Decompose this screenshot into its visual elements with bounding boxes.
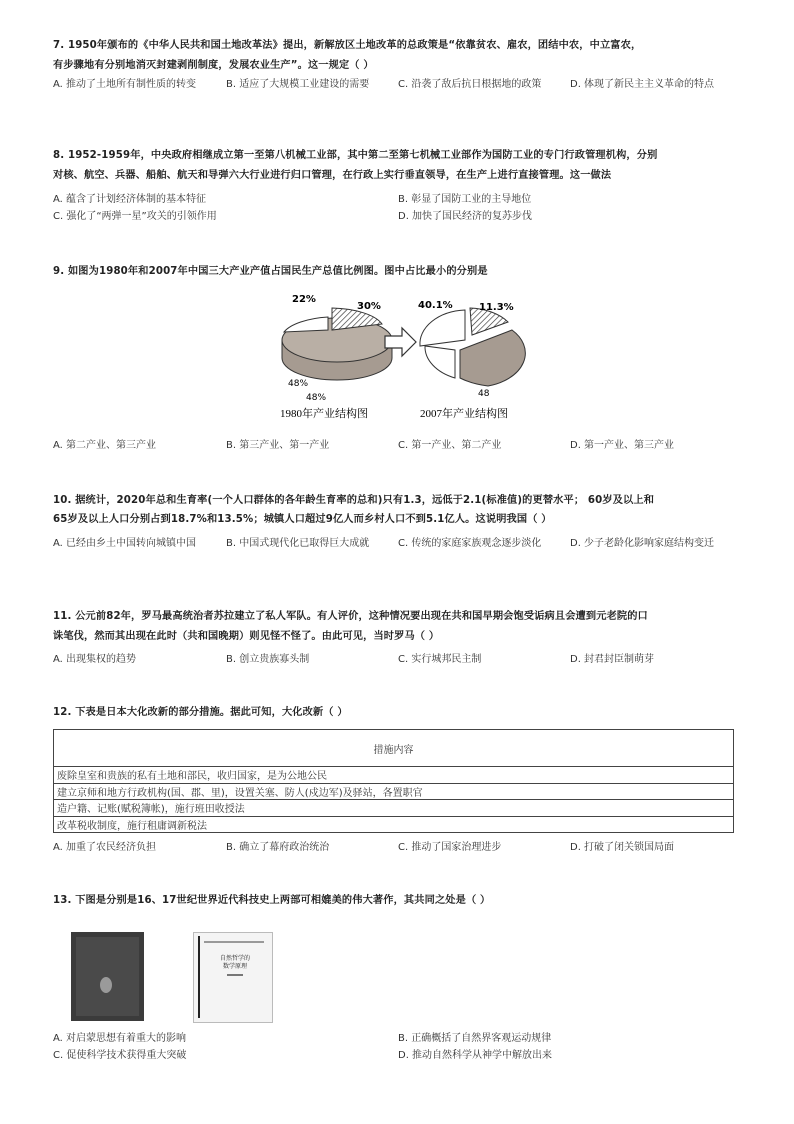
q13-stem: 13. 下图是分别是16、17世纪世界近代科技史上两部可相媲美的伟大著作，其共同之处是（ ） xyxy=(53,895,491,906)
pie-1980 xyxy=(282,308,392,380)
q9-stem: 9. 如图为1980年和2007年中国三大产业产值占国民生产总值比例图。图中占比最小的分别是 xyxy=(53,266,488,277)
q7-option-d[interactable]: D. 体现了新民主主义革命的特点 xyxy=(570,79,715,90)
q9-option-a[interactable]: A. 第二产业、第三产业 xyxy=(53,440,157,451)
q8-stem-line2: 对核、航空、兵器、船舶、航天和导弹六大行业进行归口管理，在行政上实行垂直领导，在生产上进行直接管理。这一做法 xyxy=(53,170,612,181)
q9-option-d[interactable]: D. 第一产业、第三产业 xyxy=(570,440,675,451)
q11-stem-line1: 11. 公元前82年，罗马最高统治者苏拉建立了私人军队。有人评价，这种情况要出现在共和国早期会饱受诟病且会遭到元老院的口 xyxy=(53,611,648,622)
label-1980-48b: 48% xyxy=(306,393,327,403)
table-row: 建立京师和地方行政机构(国、郡、里)，设置关塞、防人(戍边军)及驿站，各置职官 xyxy=(54,783,734,800)
table-header: 措施内容 xyxy=(54,730,734,767)
pie-1980-slice-white xyxy=(284,317,328,332)
q12-stem: 12. 下表是日本大化改新的部分措施。据此可知，大化改新（ ） xyxy=(53,707,348,718)
q9-option-b[interactable]: B. 第三产业、第一产业 xyxy=(226,440,330,451)
label-1980-22: 22% xyxy=(292,294,316,305)
book-2-title-line2: 数学原理 xyxy=(223,963,248,970)
q10-option-b[interactable]: B. 中国式现代化已取得巨大成就 xyxy=(226,538,370,549)
pie-2007 xyxy=(420,308,525,386)
label-1980-30: 30% xyxy=(357,301,381,312)
q11-option-d[interactable]: D. 封君封臣制萌芽 xyxy=(570,654,655,665)
q13-option-d[interactable]: D. 推动自然科学从神学中解放出来 xyxy=(398,1050,553,1061)
q8-option-b[interactable]: B. 彰显了国防工业的主导地位 xyxy=(398,194,532,205)
q9-pie-figure xyxy=(270,290,540,430)
q7-option-c[interactable]: C. 沿袭了敌后抗日根据地的政策 xyxy=(398,79,542,90)
book-cover-image-1 xyxy=(71,932,144,1021)
q7-option-a[interactable]: A. 推动了土地所有制性质的转变 xyxy=(53,79,197,90)
q11-stem-line2: 诛笔伐，然而其出现在此时（共和国晚期）则见怪不怪了。由此可见，当时罗马（ ） xyxy=(53,631,440,642)
label-2007-113: 11.3% xyxy=(479,302,514,313)
q10-option-d[interactable]: D. 少子老龄化影响家庭结构变迁 xyxy=(570,538,715,549)
q11-option-b[interactable]: B. 创立贵族寡头制 xyxy=(226,654,310,665)
label-1980-48a: 48% xyxy=(288,379,309,389)
q13-option-b[interactable]: B. 正确概括了自然界客观运动规律 xyxy=(398,1033,552,1044)
q8-option-a[interactable]: A. 蕴含了计划经济体制的基本特征 xyxy=(53,194,207,205)
q10-option-a[interactable]: A. 已经由乡土中国转向城镇中国 xyxy=(53,538,197,549)
q10-stem-line1: 10. 据统计，2020年总和生育率(一个人口群体的各年龄生育率的总和)只有1.3，远低于2.1(标准值)的更替水平； 60岁及以上和 xyxy=(53,495,655,506)
q10-option-c[interactable]: C. 传统的家庭家族观念逐步淡化 xyxy=(398,538,542,549)
q7-option-b[interactable]: B. 适应了大规模工业建设的需要 xyxy=(226,79,370,90)
q11-option-a[interactable]: A. 出现集权的趋势 xyxy=(53,654,137,665)
label-2007-401: 40.1% xyxy=(418,300,453,311)
q13-option-a[interactable]: A. 对启蒙思想有着重大的影响 xyxy=(53,1033,187,1044)
q7-stem-line2: 有步骤地有分别地消灭封建剥削制度，发展农业生产”。这一规定（ ） xyxy=(53,60,374,71)
q12-option-d[interactable]: D. 打破了闭关锁国局面 xyxy=(570,842,675,853)
caption-1980: 1980年产业结构图 xyxy=(280,408,368,420)
q12-measures-table xyxy=(53,729,734,833)
table-row: 改革税收制度，施行租庸调新税法 xyxy=(54,816,734,833)
q8-option-c[interactable]: C. 强化了“两弹一星”攻关的引领作用 xyxy=(53,211,217,222)
q9-option-c[interactable]: C. 第一产业、第二产业 xyxy=(398,440,502,451)
pie-2007-slice-gray xyxy=(460,330,525,386)
q13-option-c[interactable]: C. 促使科学技术获得重大突破 xyxy=(53,1050,187,1061)
q8-option-d[interactable]: D. 加快了国民经济的复苏步伐 xyxy=(398,211,533,222)
q12-option-b[interactable]: B. 确立了幕府政治统治 xyxy=(226,842,330,853)
table-row: 造户籍、记账(赋税簿帐)，施行班田收授法 xyxy=(54,800,734,817)
book-2-title-line1: 自然哲学的 xyxy=(220,955,251,962)
label-2007-48: 48 xyxy=(478,389,490,399)
q10-stem-line2: 65岁及以上人口分别占到18.7%和13.5%；城镇人口超过9亿人而乡村人口不到5.1亿人。这说明我国（ ） xyxy=(53,514,552,525)
q7-stem-line1: 7. 1950年颁布的《中华人民共和国土地改革法》提出，新解放区土地改革的总政策是“依靠贫农、雇农，团结中农，中立富农， xyxy=(53,40,642,51)
q8-stem-line1: 8. 1952-1959年，中央政府相继成立第一至第八机械工业部，其中第二至第七机械工业部作为国防工业的专门行政管理机构，分别 xyxy=(53,150,658,161)
q12-option-c[interactable]: C. 推动了国家治理进步 xyxy=(398,842,502,853)
q12-option-a[interactable]: A. 加重了农民经济负担 xyxy=(53,842,157,853)
q11-option-c[interactable]: C. 实行城邦民主制 xyxy=(398,654,482,665)
emblem-icon xyxy=(100,977,112,993)
caption-2007: 2007年产业结构图 xyxy=(420,408,508,420)
pie-2007-slice-white xyxy=(420,310,465,346)
table-row: 废除皇室和贵族的私有土地和部民，收归国家，是为公地公民 xyxy=(54,767,734,784)
book-cover-image-2 xyxy=(193,932,273,1023)
